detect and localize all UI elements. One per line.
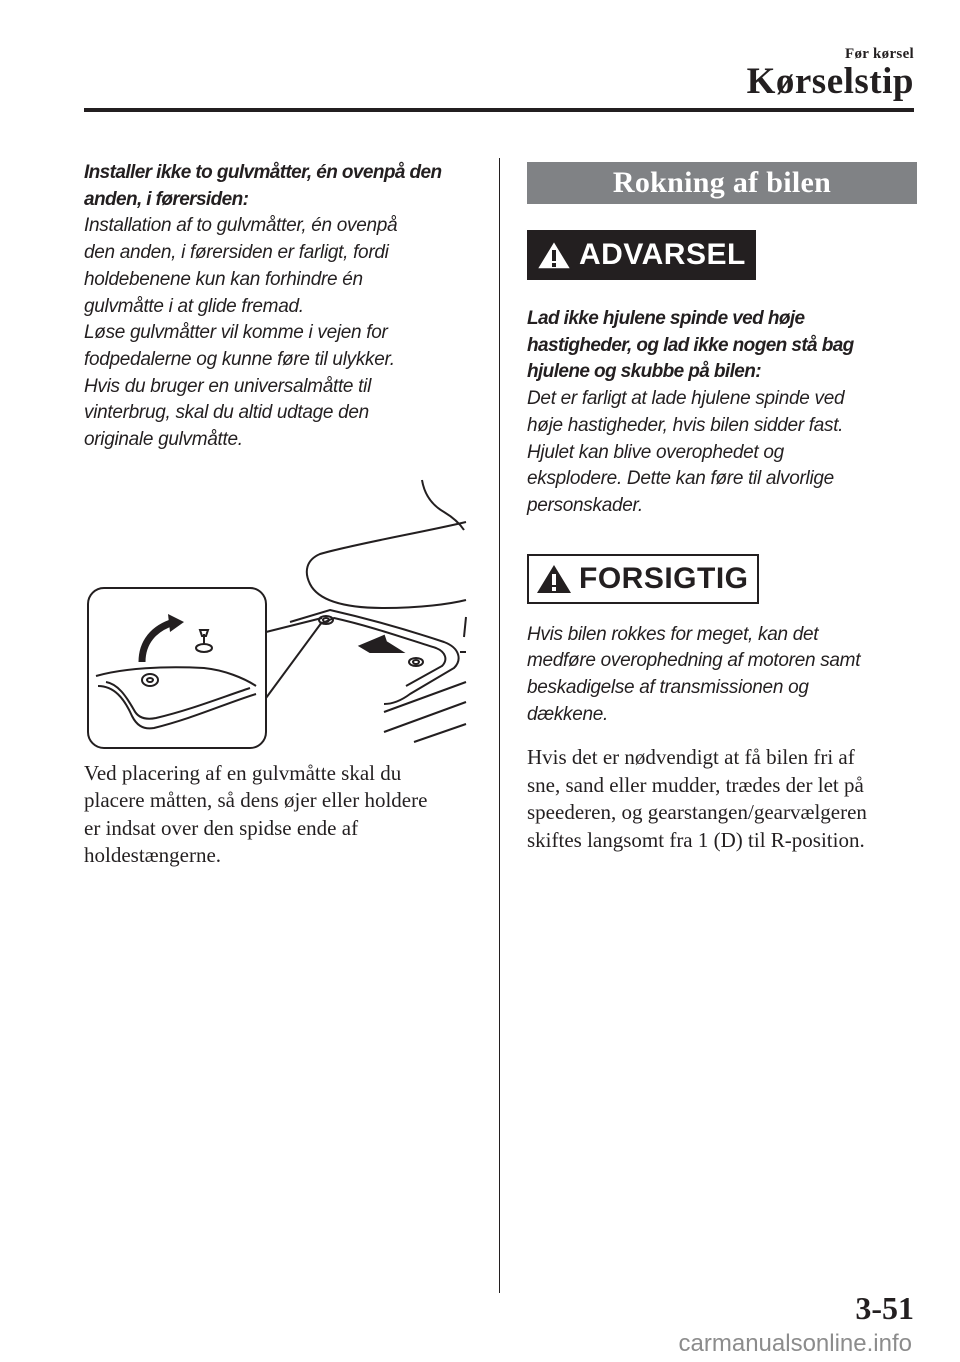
seat-cushion [307,522,466,608]
caption-line: Ved placering af en gulvmåtte skal du [84,760,402,785]
warning-body-line: høje hastigheder, hvis bilen sidder fast. [527,414,844,436]
caution-triangle-icon [535,563,573,595]
warning-body-line: originale gulvmåtte. [84,429,243,451]
caution-body-line: beskadigelse af transmissionen og [527,677,809,699]
caution-label-text: FORSIGTIG [579,561,749,595]
floor-mat-illustration [84,472,476,760]
warning-body-line: den anden, i førersiden er farligt, fordi [84,242,389,264]
warning-body-line: Løse gulvmåtter vil komme i vejen for [84,322,388,344]
watermark: carmanualsonline.info [678,1330,912,1357]
caution-body-line: medføre overophedning af motoren samt [527,650,861,672]
header-divider [84,108,914,112]
body-line: speederen, og gearstangen/gearvælgeren [527,800,867,825]
rocking-instructions [527,744,917,854]
section-title: Rokning af bilen [527,162,917,204]
warning-heading-line: hastigheder, og lad ikke nogen stå bag [527,334,854,356]
page-number: 3-51 [855,1290,914,1326]
warning-body-line: holdebenene kun kan forhindre én [84,268,363,290]
warning-heading-line: Installer ikke to gulvmåtter, én ovenpå den [84,162,442,183]
column-divider [499,158,500,1293]
warning-body-line: gulvmåtte i at glide fremad. [84,295,304,317]
caution-label [527,554,759,604]
page-title: Kørselstip [746,61,914,102]
floor-mat-outline [290,610,459,704]
body-line: skiftes langsomt fra 1 (D) til R-position. [527,827,865,852]
caption-line: holdestængerne. [84,843,222,868]
warning-block [527,230,917,520]
caution-body-line: dækkene. [527,703,609,725]
body-line: sne, sand eller mudder, trædes der let på [527,772,864,797]
warning-heading-line: hjulene og skubbe på bilen: [527,361,761,383]
body-line: Hvis det er nødvendigt at få bilen fri af [527,745,855,770]
caption-line: er indsat over den spidse ende af [84,815,359,840]
right-column [527,162,917,854]
warning-body-line: personskader. [527,494,643,516]
warning-label [527,230,756,280]
warning-body-line: fodpedalerne og kunne føre til ulykker. [84,348,395,370]
chapter-name: Før kørsel [845,46,914,62]
warning-body-line: Hvis du bruger en universalmåtte til [84,375,372,397]
seat-outline [422,480,464,530]
caution-block [527,554,917,729]
warning-heading-line: anden, i førersiden: [84,188,249,210]
warning-body-line: eksplodere. Dette kan føre til alvorlige [527,468,834,490]
warning-label-text: ADVARSEL [579,238,746,271]
warning-body-line: Det er farligt at lade hjulene spinde ved [527,388,845,410]
warning-body-line: Installation af to gulvmåtter, én ovenpå [84,215,398,237]
caption-line: placere måtten, så dens øjer eller holdere [84,788,428,813]
warning-body-line: Hjulet kan blive overophedet og [527,441,784,463]
warning-heading-line: Lad ikke hjulene spinde ved høje [527,308,805,329]
warning-triangle-icon [535,239,573,271]
warning-body-line: vinterbrug, skal du altid udtage den [84,402,369,424]
caution-body-line: Hvis bilen rokkes for meget, kan det [527,623,819,645]
left-column [84,160,476,870]
